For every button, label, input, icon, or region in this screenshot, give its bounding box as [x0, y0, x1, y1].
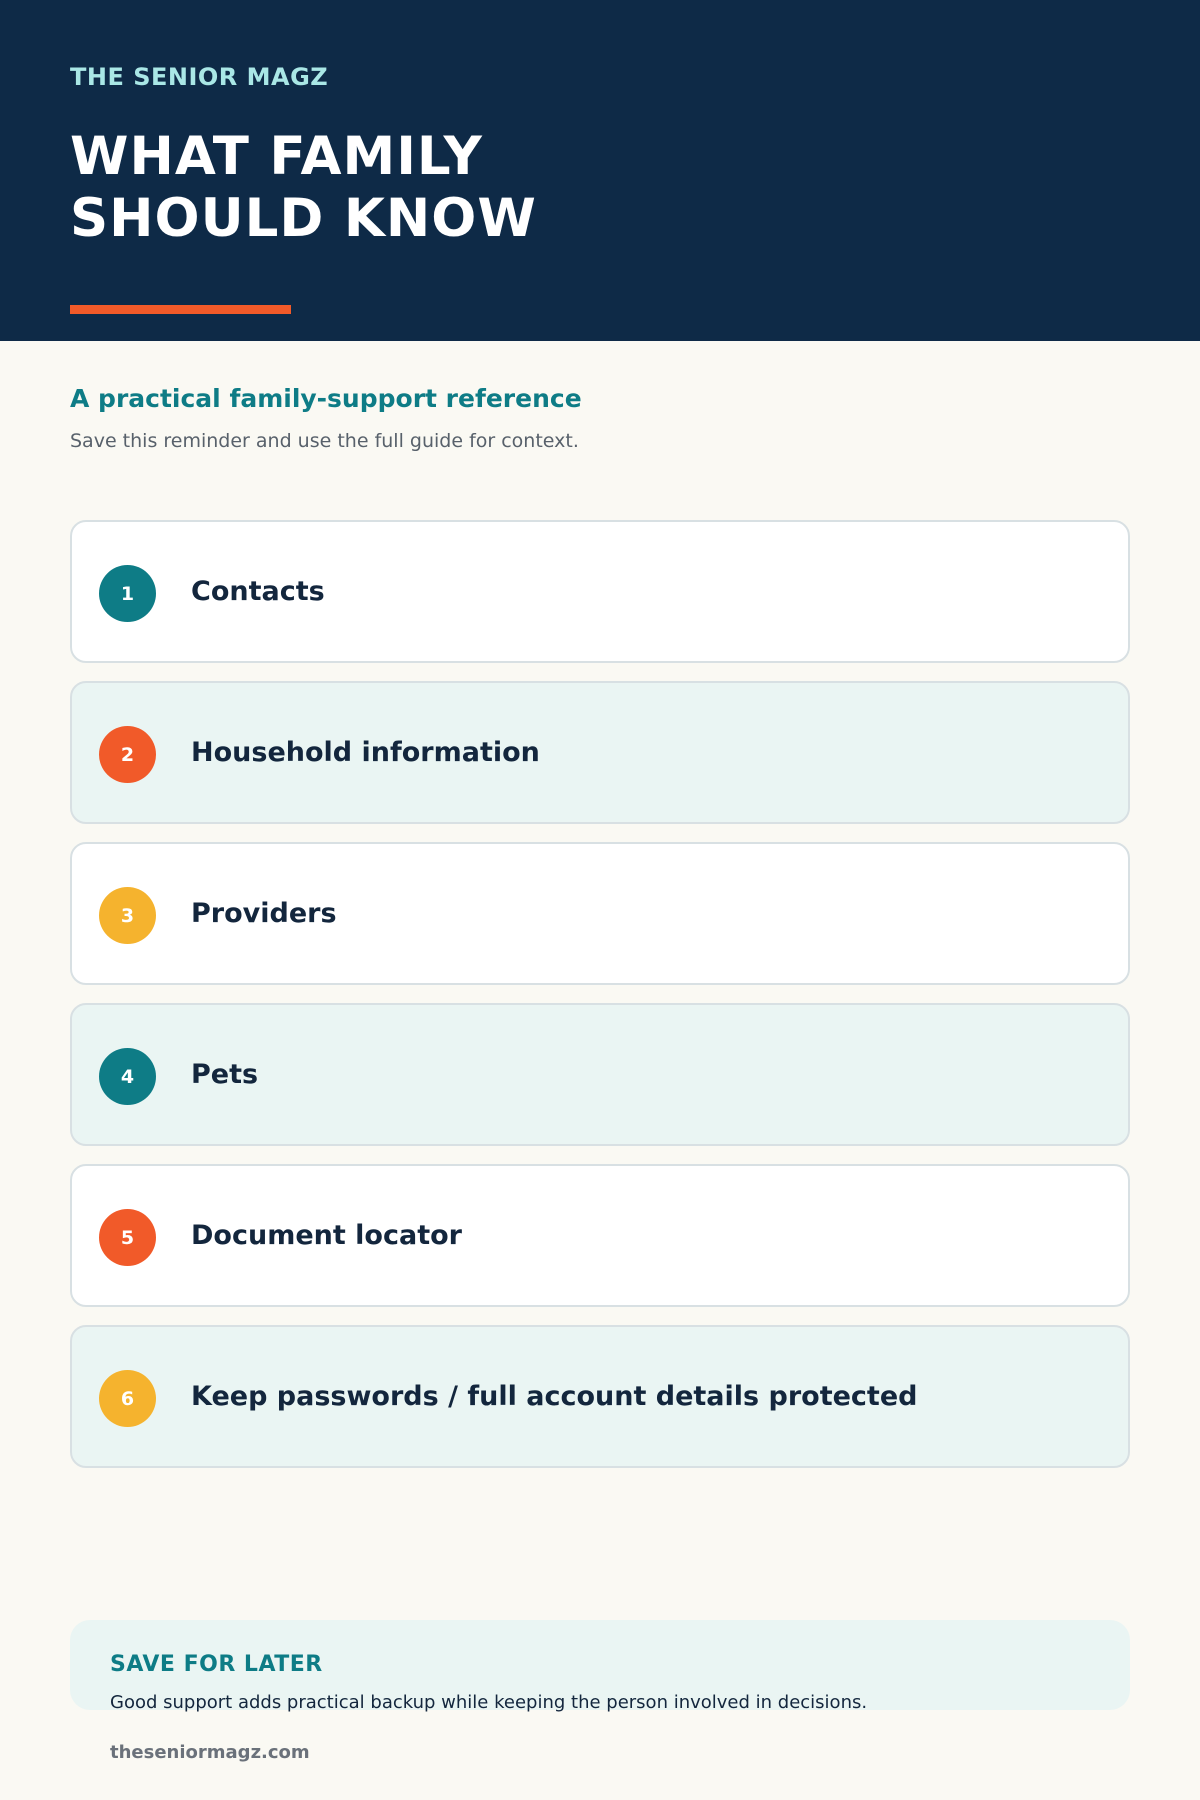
number-badge: 6 — [99, 1370, 156, 1427]
header-banner — [0, 0, 1200, 341]
list-item — [70, 1164, 1130, 1307]
title-line-2: SHOULD KNOW — [70, 188, 537, 249]
number-badge: 4 — [99, 1048, 156, 1105]
item-label: Pets — [191, 1059, 259, 1090]
list-item — [70, 520, 1130, 663]
page-title — [70, 126, 537, 250]
item-label: Providers — [191, 898, 337, 929]
save-title: SAVE FOR LATER — [110, 1652, 323, 1677]
brand-name: THE SENIOR MAGZ — [70, 63, 329, 91]
accent-bar — [70, 305, 291, 314]
item-label: Household information — [191, 737, 540, 768]
item-label: Keep passwords / full account details protected — [191, 1381, 918, 1412]
list-item — [70, 1325, 1130, 1468]
number-badge: 2 — [99, 726, 156, 783]
number-badge: 1 — [99, 565, 156, 622]
intro-description: Save this reminder and use the full guide for context. — [70, 430, 579, 452]
item-label: Document locator — [191, 1220, 462, 1251]
item-label: Contacts — [191, 576, 325, 607]
number-badge: 3 — [99, 887, 156, 944]
number-badge: 5 — [99, 1209, 156, 1266]
subheading: A practical family-support reference — [70, 384, 582, 413]
list-item — [70, 681, 1130, 824]
save-text: Good support adds practical backup while keeping the person involved in decisions. — [110, 1692, 868, 1713]
list-item — [70, 842, 1130, 985]
list-item — [70, 1003, 1130, 1146]
website-url: theseniormagz.com — [110, 1742, 310, 1763]
title-line-1: WHAT FAMILY — [70, 126, 483, 187]
checklist — [70, 520, 1130, 1486]
